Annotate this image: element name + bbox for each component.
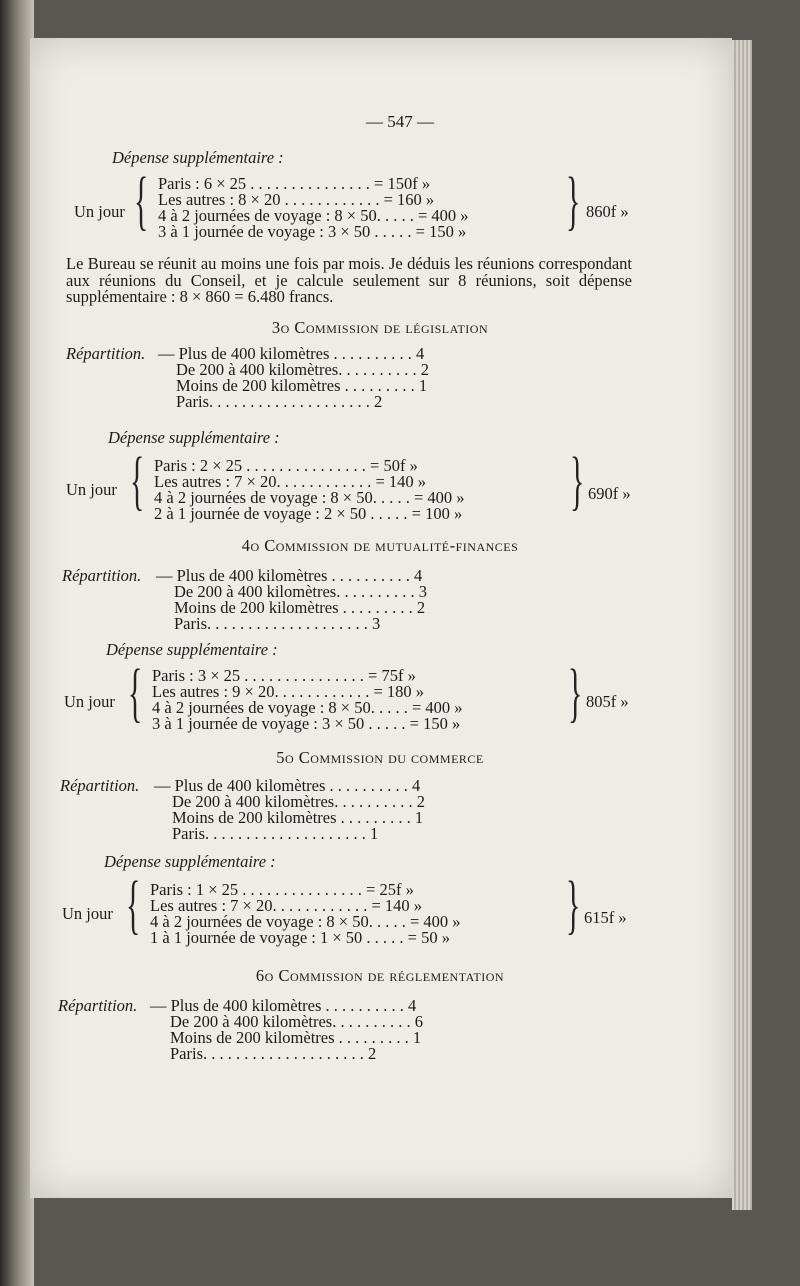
repartition-line: — Plus de 400 kilomètres . . . . . . . . . . 4 (156, 566, 423, 585)
repartition-line: — Plus de 400 kilomètres . . . . . . . . . . 4 (150, 996, 417, 1015)
section-heading: 3o Commission de législation (271, 318, 489, 337)
section-heading: 5o Commission du commerce (276, 748, 484, 767)
repartition-label: Répartition. (66, 344, 146, 363)
right-brace: } (566, 164, 581, 237)
un-jour-label: Un jour (66, 480, 117, 499)
expense-line: Les autres : 8 × 20 . . . . . . . . . . . . = 160 » (158, 190, 435, 209)
repartition-line: De 200 à 400 kilomètres. . . . . . . . . . 6 (170, 1012, 423, 1031)
repartition-line: Paris. . . . . . . . . . . . . . . . . . . . 2 (170, 1044, 377, 1063)
binding-shadow (0, 0, 34, 1286)
un-jour-label: Un jour (62, 904, 113, 923)
expense-line: 4 à 2 journées de voyage : 8 × 50. . . . . = 400 » (150, 912, 461, 931)
expense-label: Dépense supplémentaire : (106, 640, 278, 659)
left-brace: { (126, 868, 141, 941)
repartition-line: De 200 à 400 kilomètres. . . . . . . . . . 2 (176, 360, 429, 379)
expense-total: 690f » (588, 484, 631, 503)
repartition-line: Paris. . . . . . . . . . . . . . . . . . . . 2 (176, 392, 383, 411)
repartition-line: Moins de 200 kilomètres . . . . . . . . . 1 (176, 376, 428, 395)
expense-total: 860f » (586, 202, 629, 221)
expense-line: 2 à 1 journée de voyage : 2 × 50 . . . . . = 100 » (154, 504, 463, 523)
expense-line: Les autres : 7 × 20. . . . . . . . . . . . = 140 » (150, 896, 423, 915)
left-brace: { (134, 164, 149, 237)
repartition-line: Moins de 200 kilomètres . . . . . . . . . 1 (172, 808, 424, 827)
expense-line: 4 à 2 journées de voyage : 8 × 50. . . . . = 400 » (154, 488, 465, 507)
repartition-line: Moins de 200 kilomètres . . . . . . . . . 1 (170, 1028, 422, 1047)
expense-line: 4 à 2 journées de voyage : 8 × 50. . . . . = 400 » (152, 698, 463, 717)
expense-line: Paris : 1 × 25 . . . . . . . . . . . . . . . = 25f » (150, 880, 414, 899)
section-heading: 4o Commission de mutualité-finances (241, 536, 519, 555)
section-heading: 6o Commission de réglementation (255, 966, 505, 985)
expense-label: Dépense supplémentaire : (108, 428, 280, 447)
repartition-line: Paris. . . . . . . . . . . . . . . . . . . . 3 (174, 614, 381, 633)
repartition-line: De 200 à 400 kilomètres. . . . . . . . . . 2 (172, 792, 425, 811)
expense-total: 615f » (584, 908, 627, 927)
repartition-label: Répartition. (60, 776, 140, 795)
right-brace: } (570, 444, 585, 517)
expense-line: 4 à 2 journées de voyage : 8 × 50. . . . . = 400 » (158, 206, 469, 225)
left-brace: { (130, 444, 145, 517)
expense-line: Paris : 3 × 25 . . . . . . . . . . . . . . . = 75f » (152, 666, 416, 685)
un-jour-label: Un jour (74, 202, 125, 221)
expense-line: Les autres : 7 × 20. . . . . . . . . . . . = 140 » (154, 472, 427, 491)
repartition-label: Répartition. (58, 996, 138, 1015)
page-number: — 547 — (366, 112, 434, 131)
expense-label: Dépense supplémentaire : (112, 148, 284, 167)
repartition-line: — Plus de 400 kilomètres . . . . . . . . . . 4 (158, 344, 425, 363)
right-brace: } (568, 656, 583, 729)
page-edges (732, 40, 752, 1210)
right-brace: } (566, 868, 581, 941)
expense-line: Les autres : 9 × 20. . . . . . . . . . . . = 180 » (152, 682, 425, 701)
left-brace: { (128, 656, 143, 729)
repartition-line: Moins de 200 kilomètres . . . . . . . . . 2 (174, 598, 426, 617)
repartition-line: Paris. . . . . . . . . . . . . . . . . . . . 1 (172, 824, 379, 843)
un-jour-label: Un jour (64, 692, 115, 711)
body-paragraph: Le Bureau se réunit au moins une fois par mois. Je déduis les réunions correspondant aux réunions du Conseil, et je calcule seulement sur 8 réunions, soit dépense supplémentaire : 8 × 860 = 6.480 francs. (66, 254, 632, 306)
repartition-label: Répartition. (62, 566, 142, 585)
repartition-line: — Plus de 400 kilomètres . . . . . . . . . . 4 (154, 776, 421, 795)
expense-line: 3 à 1 journée de voyage : 3 × 50 . . . . . = 150 » (152, 714, 461, 733)
expense-label: Dépense supplémentaire : (104, 852, 276, 871)
repartition-line: De 200 à 400 kilomètres. . . . . . . . . . 3 (174, 582, 427, 601)
expense-line: 3 à 1 journée de voyage : 3 × 50 . . . . . = 150 » (158, 222, 467, 241)
expense-total: 805f » (586, 692, 629, 711)
expense-line: 1 à 1 journée de voyage : 1 × 50 . . . . . = 50 » (150, 928, 450, 947)
expense-line: Paris : 6 × 25 . . . . . . . . . . . . . . . = 150f » (158, 174, 431, 193)
expense-line: Paris : 2 × 25 . . . . . . . . . . . . . . . = 50f » (154, 456, 418, 475)
